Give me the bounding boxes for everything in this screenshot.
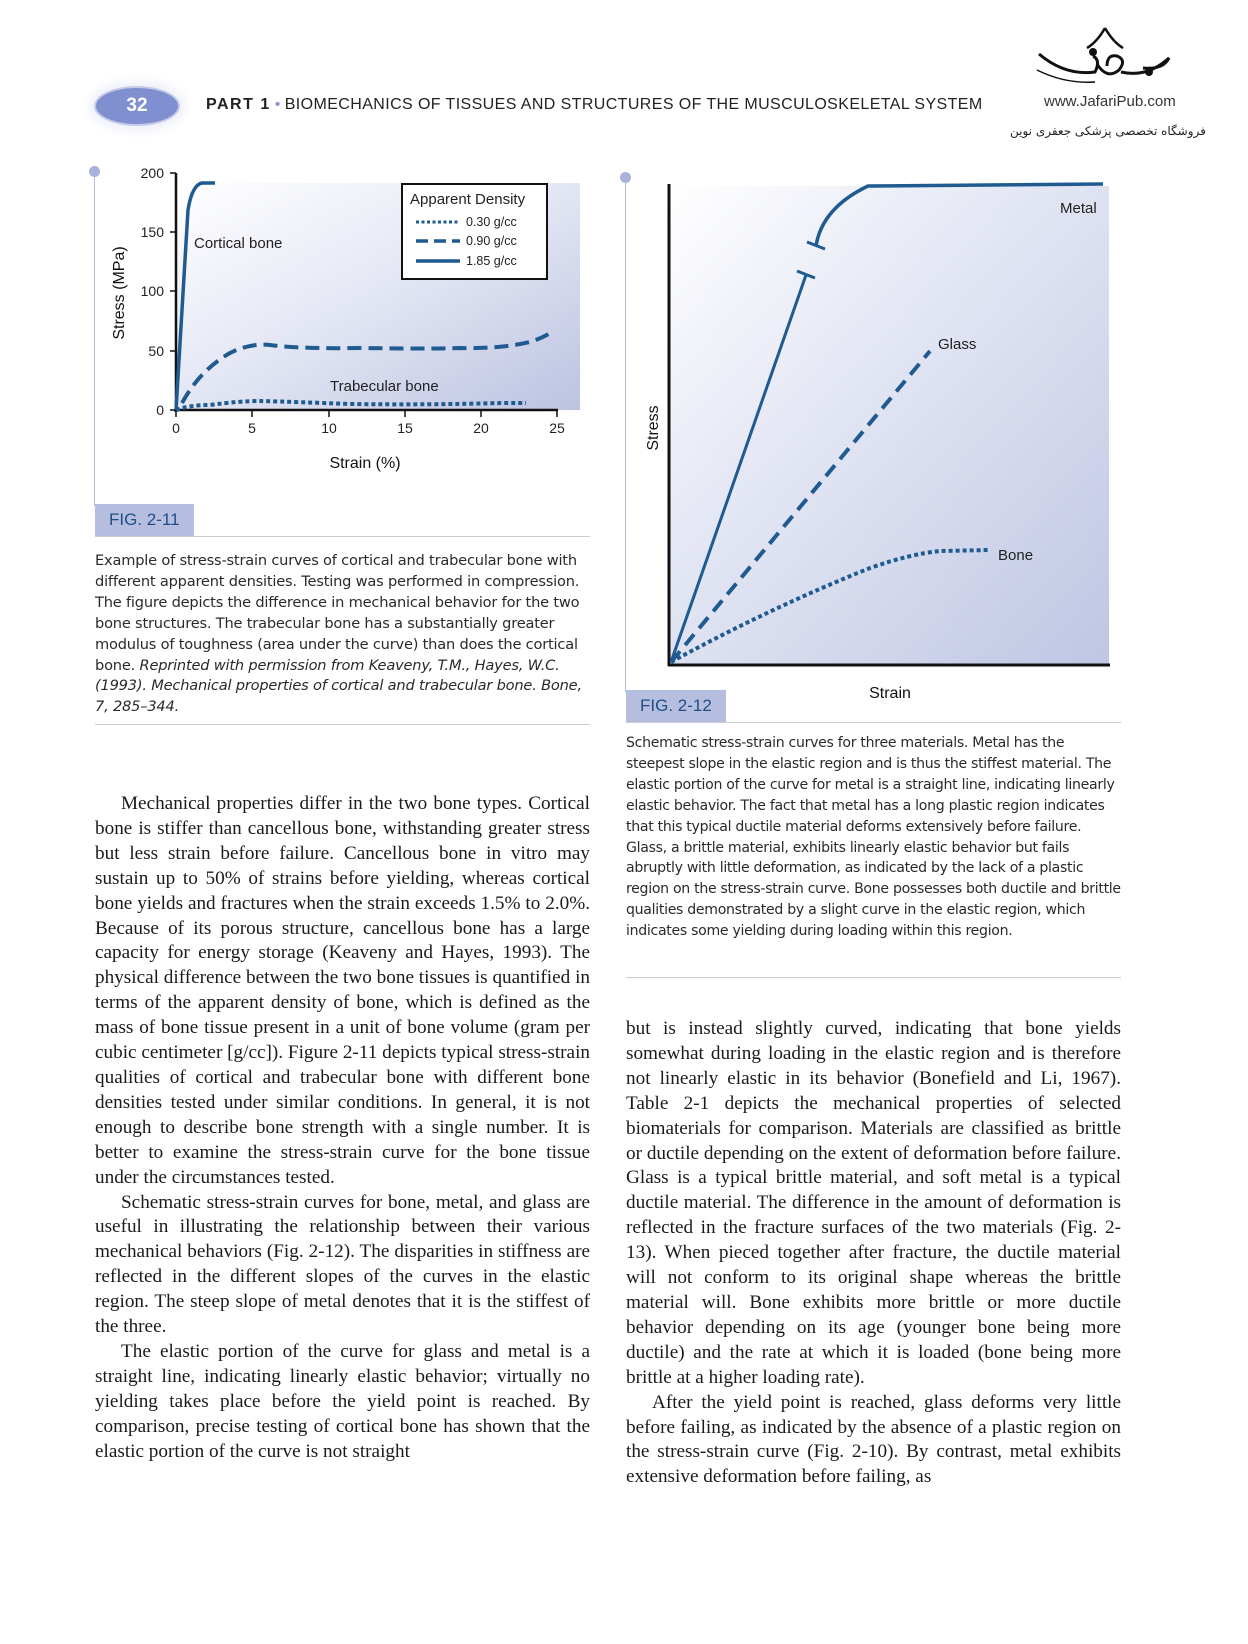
figure-caption-2-11 [95, 551, 585, 718]
svg-text:5: 5 [248, 420, 256, 436]
svg-text:Cortical bone: Cortical bone [194, 235, 283, 252]
publisher-logo-icon [1035, 20, 1175, 90]
paragraph: Mechanical properties differ in the two bone types. Cortical bone is stiffer than cancellous bone, withstanding greater stress but less strain before failure. Cancellous bone in vitro may sustain up to 50% of strains before yielding, whereas cortical bone yields and fractures when the strain exceeds 1.5% to 2.0%. Because of its porous structure, cancellous bone has a large capacity for energy storage (Keaveny and Hayes, 1993). The physical difference between the two bone tissues is quantified in terms of the apparent density of bone, which is defined as the mass of bone tissue present in a unit of bone volume (gram per cubic centimeter [g/cc]). Figure 2-11 depicts typical stress-strain qualities of cortical and trabecular bone with different bone densities tested under similar conditions. In general, it is not enough to describe bone strength with a single number. It is better to examine the stress-strain curve for the bone tissue under the circumstances tested. [95, 793, 590, 1188]
svg-text:200: 200 [140, 165, 164, 181]
page-number: 32 [126, 95, 148, 116]
svg-text:150: 150 [140, 224, 164, 240]
svg-text:100: 100 [140, 283, 164, 299]
page-number-badge [94, 86, 180, 126]
svg-text:Apparent Density: Apparent Density [410, 191, 526, 208]
chart-fig-2-11 [100, 165, 590, 495]
paragraph: After the yield point is reached, glass deforms very little before failing, as indicated by the absence of a plastic region on the stress-strain curve (Fig. 2-10). By contrast, metal exhibits extensive deformation before failing, as [626, 1391, 1121, 1488]
caption-text: Example of stress-strain curves of cortical and trabecular bone with different apparent densities. Testing was performed in compression. The figure depicts the difference in mechanical behavior for the two bone structures. The trabecular bone has a substantially greater modulus of toughness (area under the curve) than does the cortical bone. [95, 552, 580, 674]
figure-divider [626, 722, 1121, 723]
svg-text:0: 0 [172, 420, 180, 436]
svg-text:0.90 g/cc: 0.90 g/cc [466, 234, 517, 248]
figure-divider [95, 536, 590, 537]
svg-text:Bone: Bone [998, 547, 1034, 564]
figure-divider [626, 977, 1121, 978]
svg-text:50: 50 [148, 343, 164, 359]
paragraph: but is instead slightly curved, indicating that bone yields somewhat during loading in the elastic region and is therefore not linearly elastic in its behavior (Bonefield and Li, 1967). Table 2-1 depicts the mechanical properties of selected biomaterials for comparison. Materials are classified as brittle or ductile depending on the extent of deformation before failure. Glass is a typical brittle material, and soft metal is a typical ductile material. The difference in the amount of deformation is reflected in the fracture surfaces of the two materials (Fig. 2-13). When pieced together after fracture, the ductile material will not conform to its original shape whereas the brittle material will. Bone exhibits more brittle or more ductile behavior depending on its age (younger bone being more ductile) and the rate at which it is loaded (bone being more brittle at a higher loading rate). [626, 1018, 1121, 1388]
section-title: BIOMECHANICS OF TISSUES AND STRUCTURES OF THE MUSCULOSKELETAL SYSTEM [284, 96, 983, 113]
figure-caption-2-12: Schematic stress-strain curves for three materials. Metal has the steepest slope in the elastic region and is thus the stiffest material. The elastic portion of the curve for metal is a straight line, indicating linearly elastic behavior. The fact that metal has a long plastic region indicates that this typical ductile material deforms extensively before failure. Glass, a brittle material, exhibits linearly elastic behavior but fails abruptly with little deformation, as indicated by the lack of a plastic region on the stress-strain curve. Bone possesses both ductile and brittle qualities demonstrated by a slight curve in the elastic region, which indicates some yielding during loading within this region. [626, 735, 1121, 940]
svg-text:20: 20 [473, 420, 489, 436]
paragraph: Schematic stress-strain curves for bone, metal, and glass are useful in illustrating the relationship between their various mechanical behaviors (Fig. 2-12). The disparities in stiffness are reflected in the different slopes of the curves in the elastic region. The steep slope of metal denotes that it is the stiffest of the three. [95, 1191, 590, 1338]
svg-text:Stress (MPa): Stress (MPa) [111, 246, 128, 340]
svg-text:Glass: Glass [938, 336, 977, 353]
svg-text:10: 10 [321, 420, 337, 436]
metal-label: Metal [1060, 200, 1097, 217]
publisher-tagline: فروشگاه تخصصی پزشکی جعفری نوین [1010, 124, 1206, 138]
publisher-url: www.JafariPub.com [1044, 93, 1176, 110]
svg-text:0: 0 [156, 402, 164, 418]
bullet-icon: • [274, 96, 281, 113]
running-head [206, 96, 983, 114]
svg-text:25: 25 [549, 420, 565, 436]
svg-text:0.30 g/cc: 0.30 g/cc [466, 215, 517, 229]
svg-text:15: 15 [397, 420, 413, 436]
svg-text:Trabecular bone: Trabecular bone [330, 378, 439, 395]
figure-label-2-11: FIG. 2-11 [95, 504, 194, 536]
figure-frame-line [625, 182, 626, 692]
figure-divider [95, 724, 590, 725]
figure-label-2-12: FIG. 2-12 [626, 690, 726, 722]
svg-text:1.85 g/cc: 1.85 g/cc [466, 254, 517, 268]
svg-text:Strain: Strain [869, 685, 911, 702]
svg-text:Stress: Stress [645, 405, 662, 451]
body-column-right [626, 1017, 1121, 1490]
chart-fig-2-12 [640, 168, 1120, 702]
figure-frame-line [94, 176, 95, 506]
caption-citation: Reprinted with permission from Keaveny, T.M., Hayes, W.C. (1993). Mechanical properties of cortical and trabecular bone. Bone, 7, 285–344. [95, 656, 582, 716]
svg-text:Strain (%): Strain (%) [329, 455, 401, 472]
part-label: PART 1 [206, 96, 271, 113]
body-column-left [95, 792, 590, 1464]
paragraph: The elastic portion of the curve for glass and metal is a straight line, indicating linearly elastic behavior; virtually no yielding takes place before the yield point is reached. By comparison, precise testing of cortical bone has shown that the elastic portion of the curve is not straight [95, 1340, 590, 1462]
